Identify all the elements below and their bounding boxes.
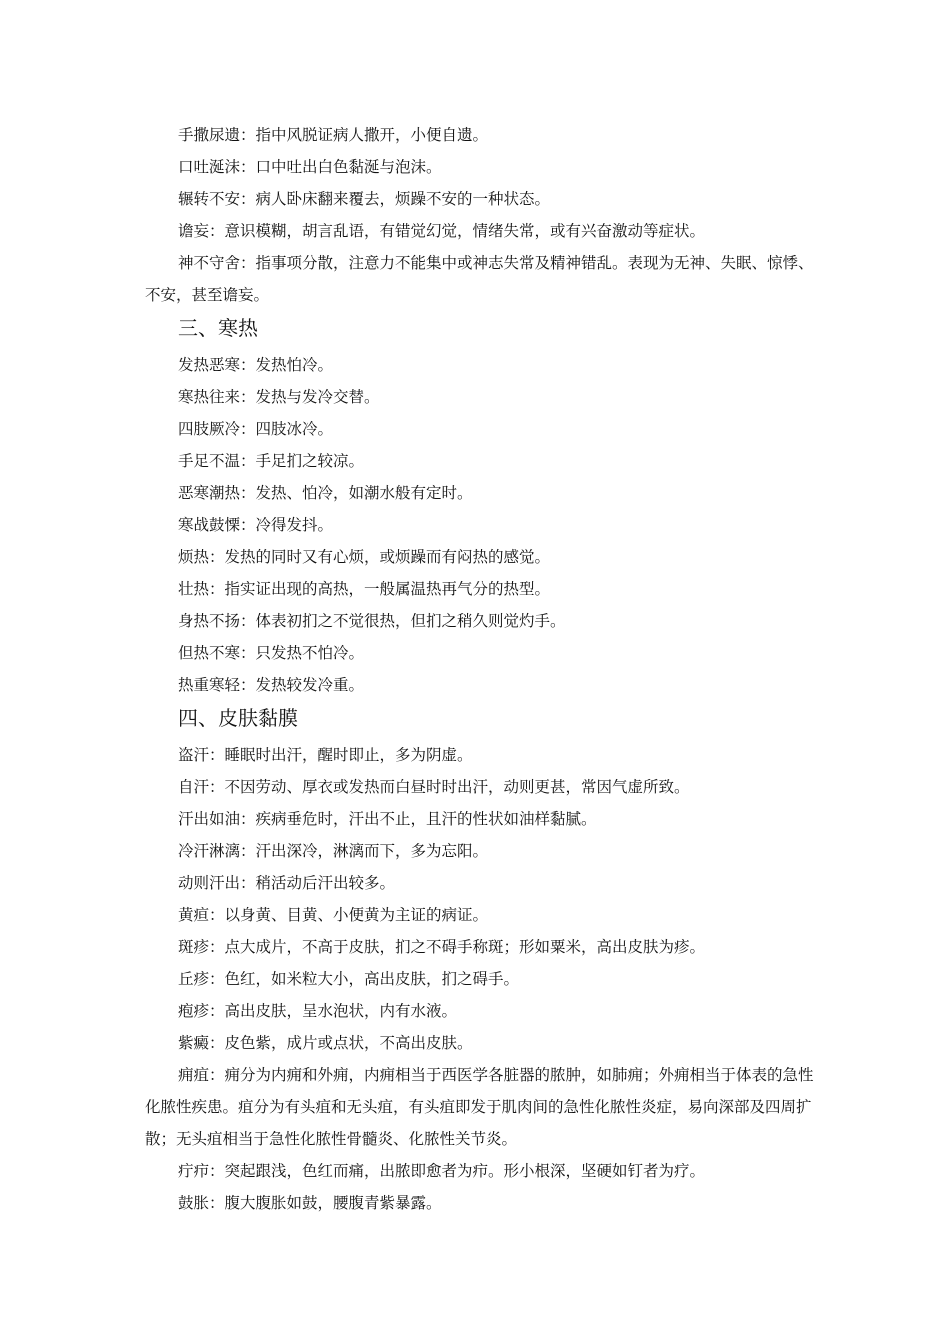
- term-entry: 手撒尿遗：指中风脱证病人撒开，小便自遗。: [178, 126, 489, 144]
- term-entry: 壮热：指实证出现的高热，一般属温热再气分的热型。: [178, 580, 551, 598]
- section-heading: 三、寒热: [178, 316, 258, 340]
- term-entry: 发热恶寒：发热怕冷。: [178, 356, 334, 374]
- term-entry: 疱疹：高出皮肤，呈水泡状，内有水液。: [178, 1002, 458, 1020]
- term-entry: 动则汗出：稍活动后汗出较多。: [178, 874, 396, 892]
- term-entry: 热重寒轻：发热较发冷重。: [178, 676, 365, 694]
- term-entry: 但热不寒：只发热不怕冷。: [178, 644, 365, 662]
- term-entry: 手足不温：手足扪之较凉。: [178, 452, 365, 470]
- term-entry: 痈疽：痈分为内痈和外痈，内痈相当于西医学各脏器的脓肿，如肺痈；外痈相当于体表的急性化脓性疾患。疽分为有头疽和无头疽，有头疽即发于肌肉间的急性化脓性炎症，易向深部及四周扩散；无头疽相当于急性化脓性骨髓炎、化脓性关节炎。: [145, 1066, 814, 1148]
- section-skin-mucosa: [145, 701, 815, 1219]
- section-continued: [145, 119, 815, 311]
- section-heading: 四、皮肤黏膜: [178, 706, 298, 730]
- term-entry: 辗转不安：病人卧床翻来覆去，烦躁不安的一种状态。: [178, 190, 551, 208]
- document-body: [145, 119, 815, 1219]
- term-entry: 疔疖：突起跟浅，色红而痛，出脓即愈者为疖。形小根深，坚硬如钉者为疗。: [178, 1162, 706, 1180]
- term-entry: 黄疸：以身黄、目黄、小便黄为主证的病证。: [178, 906, 489, 924]
- term-entry: 烦热：发热的同时又有心烦，或烦躁而有闷热的感觉。: [178, 548, 551, 566]
- term-entry: 恶寒潮热：发热、怕冷，如潮水般有定时。: [178, 484, 473, 502]
- term-entry: 神不守舍：指事项分散，注意力不能集中或神志失常及精神错乱。表现为无神、失眠、惊悸、不安，甚至谵妄。: [145, 254, 814, 304]
- term-entry: 丘疹：色红，如米粒大小，高出皮肤，扪之碍手。: [178, 970, 520, 988]
- section-cold-heat: [145, 311, 815, 701]
- term-entry: 紫癜：皮色紫，成片或点状，不高出皮肤。: [178, 1034, 473, 1052]
- term-entry: 冷汗淋漓：汗出深冷，淋漓而下，多为忘阳。: [178, 842, 489, 860]
- term-entry: 盗汗：睡眠时出汗，醒时即止，多为阴虚。: [178, 746, 473, 764]
- term-entry: 寒战鼓慄：冷得发抖。: [178, 516, 334, 534]
- term-entry: 鼓胀：腹大腹胀如鼓，腰腹青紫暴露。: [178, 1194, 442, 1212]
- term-entry: 口吐涎沫：口中吐出白色黏涎与泡沫。: [178, 158, 442, 176]
- term-entry: 斑疹：点大成片，不高于皮肤，扪之不碍手称斑；形如粟米，高出皮肤为疹。: [178, 938, 706, 956]
- term-entry: 寒热往来：发热与发冷交替。: [178, 388, 380, 406]
- term-entry: 谵妄：意识模糊，胡言乱语，有错觉幻觉，情绪失常，或有兴奋激动等症状。: [178, 222, 706, 240]
- term-entry: 自汗：不因劳动、厚衣或发热而白昼时时出汗，动则更甚，常因气虚所致。: [178, 778, 690, 796]
- term-entry: 四肢厥冷：四肢冰冷。: [178, 420, 334, 438]
- term-entry: 身热不扬：体表初扪之不觉很热，但扪之稍久则觉灼手。: [178, 612, 566, 630]
- term-entry: 汗出如油：疾病垂危时，汗出不止，且汗的性状如油样黏腻。: [178, 810, 597, 828]
